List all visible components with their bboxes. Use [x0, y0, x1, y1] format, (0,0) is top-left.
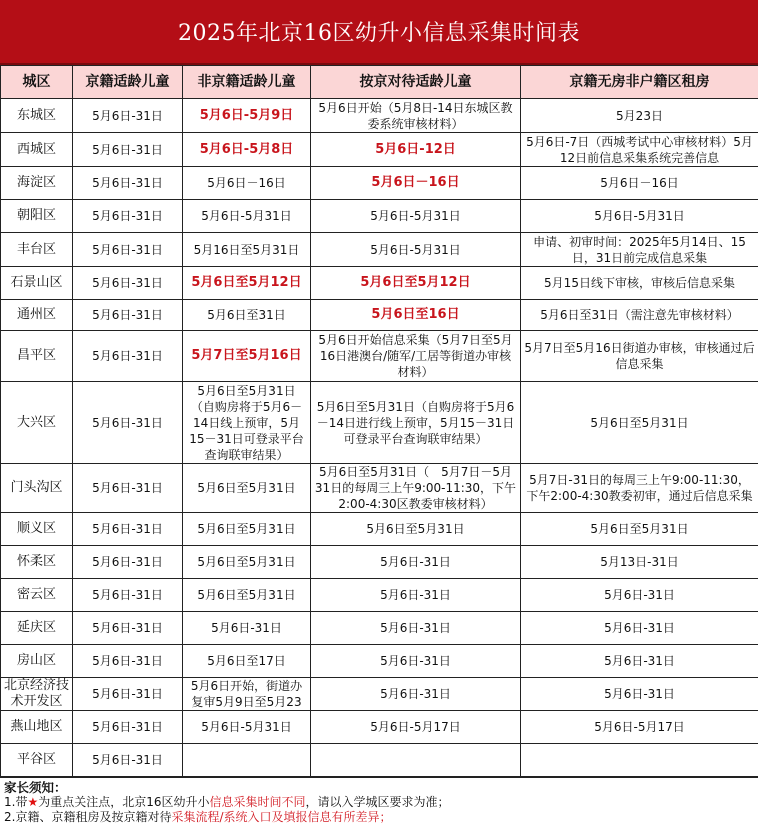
district-cell: 东城区 [1, 99, 73, 133]
treated-as-beijing-cell: 5月6日-5月17日 [311, 711, 521, 744]
title-bar [0, 0, 758, 65]
table-row [1, 267, 758, 300]
beijing-children-cell: 5月6日-31日 [73, 711, 183, 744]
beijing-children-cell: 5月6日-31日 [73, 579, 183, 612]
notes-title: 家长须知： [4, 780, 67, 795]
treated-as-beijing-cell: 5月6日-5月31日 [311, 200, 521, 233]
district-cell: 延庆区 [1, 612, 73, 645]
table-row [1, 645, 758, 678]
district-cell: 西城区 [1, 133, 73, 167]
district-cell: 海淀区 [1, 167, 73, 200]
beijing-children-cell: 5月6日-31日 [73, 200, 183, 233]
non-beijing-children-cell: 5月6日至5月31日 [183, 546, 311, 579]
treated-as-beijing-cell: 5月6日至5月12日 [311, 267, 521, 300]
table-row [1, 464, 758, 513]
table-row [1, 382, 758, 464]
treated-as-beijing-cell: 5月6日至16日 [311, 300, 521, 331]
notes-line-2 [4, 810, 754, 823]
non-beijing-children-cell: 5月6日至5月12日 [183, 267, 311, 300]
schedule-table [0, 65, 758, 777]
district-cell: 石景山区 [1, 267, 73, 300]
beijing-children-cell: 5月6日-31日 [73, 744, 183, 777]
table-row [1, 331, 758, 382]
district-cell: 顺义区 [1, 513, 73, 546]
district-cell: 北京经济技术开发区 [1, 678, 73, 711]
header-beijing-renting: 京籍无房非户籍区租房 [521, 66, 758, 99]
beijing-renting-cell: 5月6日－16日 [521, 167, 758, 200]
non-beijing-children-cell: 5月7日至5月16日 [183, 331, 311, 382]
district-cell: 门头沟区 [1, 464, 73, 513]
non-beijing-children-cell: 5月6日－16日 [183, 167, 311, 200]
beijing-renting-cell: 5月6日-5月31日 [521, 200, 758, 233]
table-row [1, 200, 758, 233]
beijing-children-cell: 5月6日-31日 [73, 267, 183, 300]
star-icon: ★ [27, 795, 39, 809]
beijing-children-cell: 5月6日-31日 [73, 331, 183, 382]
district-cell: 密云区 [1, 579, 73, 612]
beijing-renting-cell: 5月23日 [521, 99, 758, 133]
beijing-children-cell: 5月6日-31日 [73, 233, 183, 267]
beijing-renting-cell: 5月15日线下审核，审核后信息采集 [521, 267, 758, 300]
non-beijing-children-cell: 5月6日至17日 [183, 645, 311, 678]
notes-line-1-suffix: ，请以入学城区要求为准； [305, 795, 450, 809]
notes-section [0, 777, 758, 823]
non-beijing-children-cell: 5月6日至5月31日 [183, 579, 311, 612]
district-cell: 朝阳区 [1, 200, 73, 233]
beijing-children-cell: 5月6日-31日 [73, 645, 183, 678]
treated-as-beijing-cell: 5月6日开始信息采集（5月7日至5月16日港澳台/随军/工居等街道办审核材料） [311, 331, 521, 382]
beijing-children-cell: 5月6日-31日 [73, 167, 183, 200]
beijing-children-cell: 5月6日-31日 [73, 678, 183, 711]
non-beijing-children-cell: 5月16日至5月31日 [183, 233, 311, 267]
notes-line-2-prefix: 2.京籍、京籍租房及按京籍对待 [4, 810, 172, 823]
beijing-children-cell: 5月6日-31日 [73, 382, 183, 464]
table-row [1, 678, 758, 711]
treated-as-beijing-cell: 5月6日-31日 [311, 612, 521, 645]
non-beijing-children-cell: 5月6日开始，街道办复审5月9日至5月23 [183, 678, 311, 711]
beijing-renting-cell: 5月6日-31日 [521, 678, 758, 711]
treated-as-beijing-cell: 5月6日-31日 [311, 546, 521, 579]
beijing-children-cell: 5月6日-31日 [73, 612, 183, 645]
non-beijing-children-cell: 5月6日至5月31日 [183, 464, 311, 513]
table-row [1, 612, 758, 645]
notes-line-1 [4, 795, 754, 810]
header-district: 城区 [1, 66, 73, 99]
header-treated-as-beijing: 按京对待适龄儿童 [311, 66, 521, 99]
district-cell: 平谷区 [1, 744, 73, 777]
treated-as-beijing-cell: 5月6日－16日 [311, 167, 521, 200]
district-cell: 怀柔区 [1, 546, 73, 579]
beijing-renting-cell: 5月7日-31日的每周三上午9:00-11:30，下午2:00-4:30教委初审，通过后信息采集 [521, 464, 758, 513]
treated-as-beijing-cell: 5月6日-31日 [311, 579, 521, 612]
beijing-children-cell: 5月6日-31日 [73, 464, 183, 513]
beijing-children-cell: 5月6日-31日 [73, 546, 183, 579]
header-non-beijing-children: 非京籍适龄儿童 [183, 66, 311, 99]
treated-as-beijing-cell [311, 744, 521, 777]
table-row [1, 744, 758, 777]
beijing-renting-cell: 5月6日至31日（需注意先审核材料） [521, 300, 758, 331]
beijing-renting-cell: 5月6日至5月31日 [521, 513, 758, 546]
non-beijing-children-cell: 5月6日-5月8日 [183, 133, 311, 167]
notes-line-1-highlight: 信息采集时间不同 [209, 795, 306, 809]
district-cell: 房山区 [1, 645, 73, 678]
non-beijing-children-cell: 5月6日-31日 [183, 612, 311, 645]
beijing-renting-cell: 5月6日-5月17日 [521, 711, 758, 744]
beijing-renting-cell: 5月6日-31日 [521, 612, 758, 645]
beijing-renting-cell: 5月6日至5月31日 [521, 382, 758, 464]
beijing-renting-cell: 5月6日-31日 [521, 579, 758, 612]
treated-as-beijing-cell: 5月6日-31日 [311, 645, 521, 678]
table-row [1, 711, 758, 744]
beijing-children-cell: 5月6日-31日 [73, 133, 183, 167]
table-row [1, 300, 758, 331]
table-row [1, 133, 758, 167]
non-beijing-children-cell: 5月6日至5月31日 [183, 513, 311, 546]
table-row [1, 99, 758, 133]
notes-line-1-mid: 为重点关注点，北京16区幼升小 [38, 795, 210, 809]
notes-line-1-prefix: 1.带 [4, 795, 28, 809]
treated-as-beijing-cell: 5月6日开始（5月8日-14日东城区教委系统审核材料） [311, 99, 521, 133]
table-row [1, 167, 758, 200]
non-beijing-children-cell: 5月6日至5月31日（自购房将于5月6－14日线上预审，5月15－31日可登录平台查询联审结果） [183, 382, 311, 464]
beijing-renting-cell: 5月6日-31日 [521, 645, 758, 678]
header-beijing-children: 京籍适龄儿童 [73, 66, 183, 99]
district-cell: 大兴区 [1, 382, 73, 464]
beijing-children-cell: 5月6日-31日 [73, 99, 183, 133]
beijing-renting-cell: 申请、初审时间：2025年5月14日、15日，31日前完成信息采集 [521, 233, 758, 267]
page-title: 2025年北京16区幼升小信息采集时间表 [178, 21, 580, 46]
notes-line-2-highlight: 采集流程/系统入口及填报信息有所差异； [171, 810, 392, 823]
non-beijing-children-cell: 5月6日至31日 [183, 300, 311, 331]
beijing-children-cell: 5月6日-31日 [73, 300, 183, 331]
table-row [1, 233, 758, 267]
table-body [1, 99, 758, 777]
treated-as-beijing-cell: 5月6日-5月31日 [311, 233, 521, 267]
district-cell: 昌平区 [1, 331, 73, 382]
treated-as-beijing-cell: 5月6日至5月31日 [311, 513, 521, 546]
district-cell: 燕山地区 [1, 711, 73, 744]
table-row [1, 546, 758, 579]
district-cell: 通州区 [1, 300, 73, 331]
beijing-children-cell: 5月6日-31日 [73, 513, 183, 546]
table-header-row [1, 66, 758, 99]
treated-as-beijing-cell: 5月6日-12日 [311, 133, 521, 167]
beijing-renting-cell: 5月6日-7日（西城考试中心审核材料）5月12日前信息采集系统完善信息 [521, 133, 758, 167]
district-cell: 丰台区 [1, 233, 73, 267]
non-beijing-children-cell: 5月6日-5月31日 [183, 711, 311, 744]
treated-as-beijing-cell: 5月6日至5月31日（自购房将于5月6－14日进行线上预审，5月15－31日可登录平台查询联审结果） [311, 382, 521, 464]
treated-as-beijing-cell: 5月6日至5月31日（ 5月7日－5月31日的每周三上午9:00-11:30，下午2:00-4:30区教委审核材料） [311, 464, 521, 513]
table-row [1, 513, 758, 546]
non-beijing-children-cell: 5月6日-5月9日 [183, 99, 311, 133]
table-row [1, 579, 758, 612]
beijing-renting-cell: 5月13日-31日 [521, 546, 758, 579]
non-beijing-children-cell [183, 744, 311, 777]
beijing-renting-cell [521, 744, 758, 777]
non-beijing-children-cell: 5月6日-5月31日 [183, 200, 311, 233]
beijing-renting-cell: 5月7日至5月16日街道办审核，审核通过后信息采集 [521, 331, 758, 382]
treated-as-beijing-cell: 5月6日-31日 [311, 678, 521, 711]
